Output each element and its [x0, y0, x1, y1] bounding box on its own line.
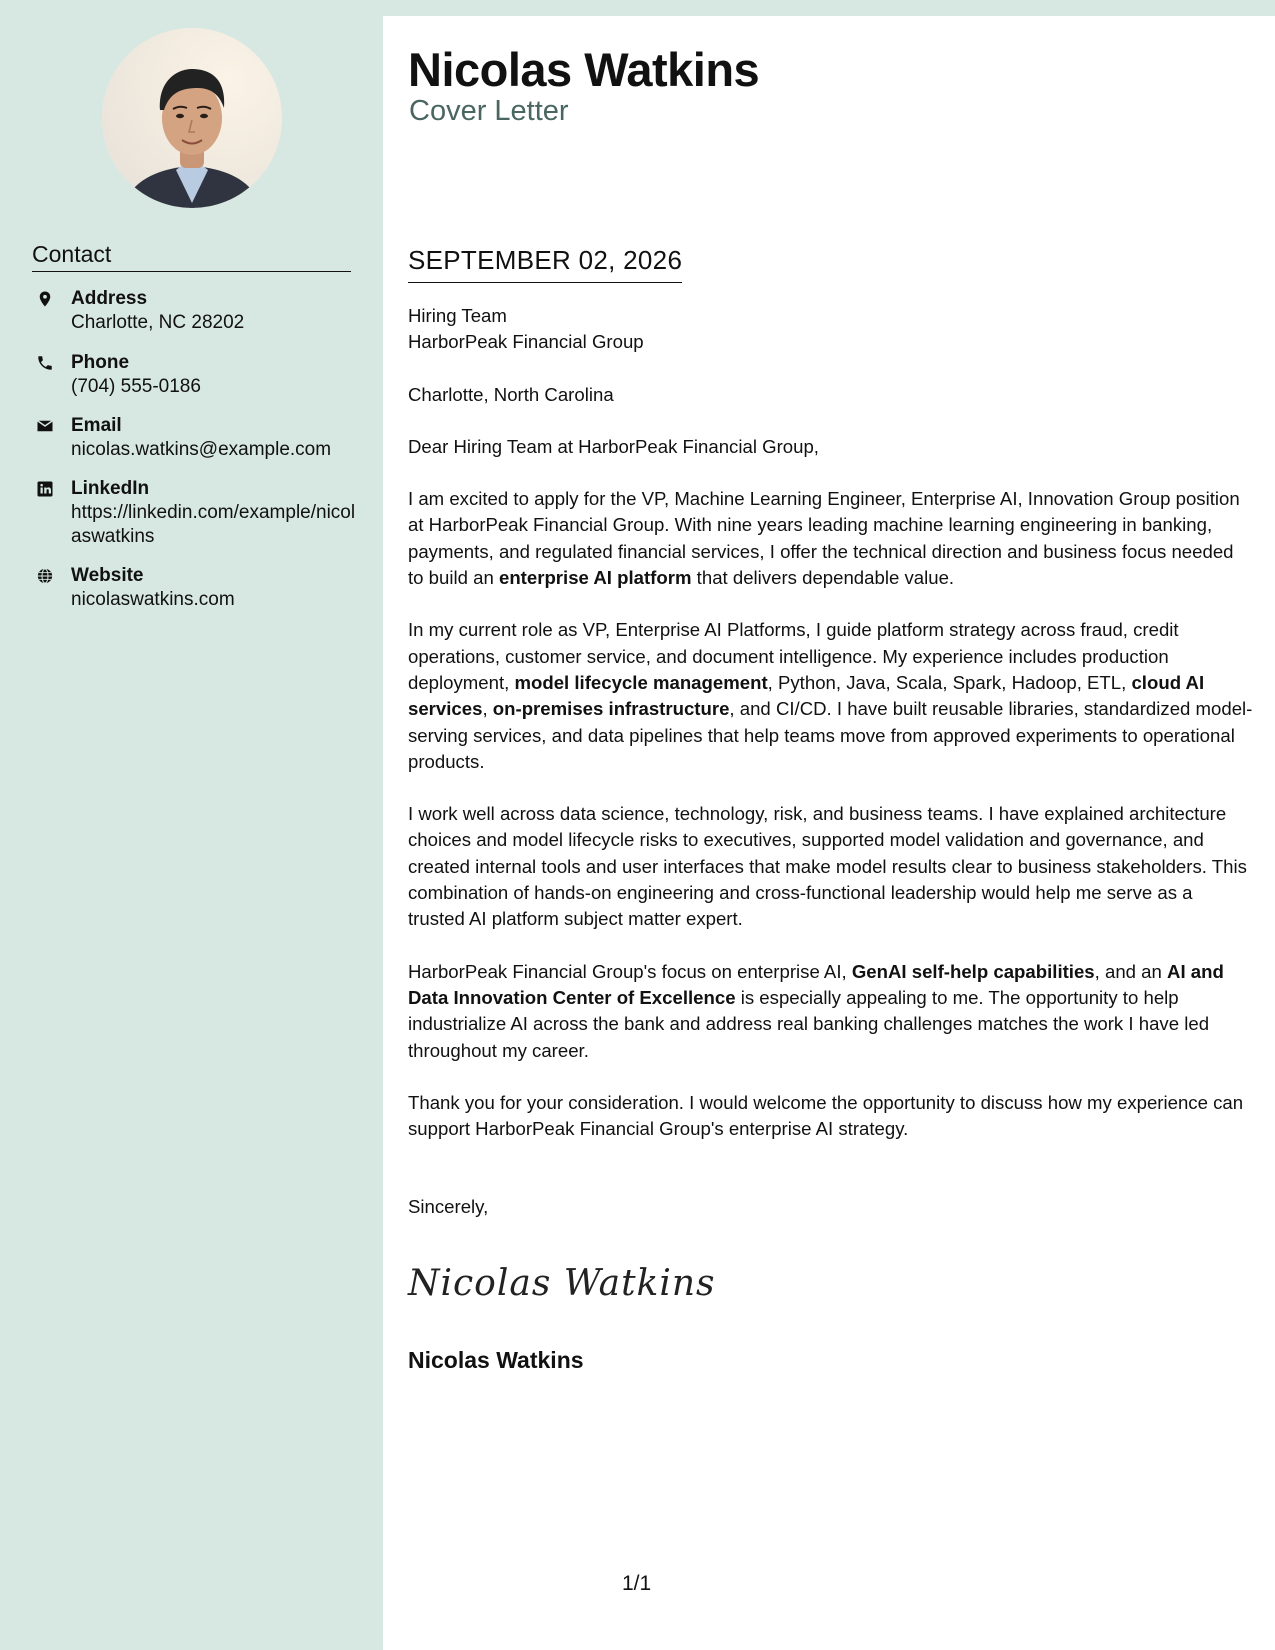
envelope-icon	[36, 417, 54, 435]
recipient-company: HarborPeak Financial Group	[408, 331, 644, 353]
recipient-location: Charlotte, North Carolina	[408, 383, 614, 405]
address-value: Charlotte, NC 28202	[71, 312, 245, 333]
letter-date: SEPTEMBER 02, 2026	[408, 244, 682, 283]
portrait-image	[102, 28, 282, 208]
profile-photo	[102, 28, 282, 208]
linkedin-label: LinkedIn	[71, 478, 150, 499]
page-number: 1/1	[622, 1572, 652, 1595]
signature: Nicolas Watkins	[408, 1263, 716, 1304]
paragraph-2: In my current role as VP, Enterprise AI Platforms, I guide platform strategy across fraud, credit operations, customer service, and document intelligence. My experience includes production deployment, model lifecycle management, Python, Java, Scala, Spark, Hadoop, ETL, cloud AI services, on-premises infrastructure, and CI/CD. I have built reusable libraries, standardized model-serving services, and data pipelines that help teams move from approved experiments to operational products.	[408, 619, 1253, 772]
phone-label: Phone	[71, 352, 130, 373]
address-label: Address	[71, 288, 148, 309]
email-label: Email	[71, 415, 122, 436]
email-value[interactable]: nicolas.watkins@example.com	[71, 439, 332, 460]
contact-heading: Contact	[32, 240, 351, 272]
applicant-name: Nicolas Watkins	[408, 43, 760, 96]
paragraph-1: I am excited to apply for the VP, Machine Learning Engineer, Enterprise AI, Innovation Group position at HarborPeak Financial Group. With nine years leading machine learning engineering in banking, payments, and regulated financial services, I offer the technical direction and business focus needed to build an enterprise AI platform that delivers dependable value.	[408, 488, 1240, 589]
paragraph-5: Thank you for your consideration. I would welcome the opportunity to discuss how my experience can support HarborPeak Financial Group's enterprise AI strategy.	[408, 1091, 1244, 1140]
document-subtitle: Cover Letter	[409, 95, 569, 127]
website-value[interactable]: nicolaswatkins.com	[71, 589, 235, 610]
paragraph-3: I work well across data science, technology, risk, and business teams. I have explained architecture choices and model lifecycle risks to executives, supported model validation and governance, and created internal tools and user interfaces that make model results clear to business stakeholders. This combination of hands-on engineering and cross-functional leadership would help me serve as a trusted AI platform subject matter expert.	[408, 803, 1247, 930]
linkedin-icon	[36, 480, 54, 498]
paragraph-4: HarborPeak Financial Group's focus on enterprise AI, GenAI self-help capabilities, and an AI and Data Innovation Center of Excellence is especially appealing to me. The opportunity to help industrialize AI across the bank and address real banking challenges matches the work I have led throughout my career.	[408, 960, 1224, 1061]
location-pin-icon	[36, 290, 54, 308]
linkedin-value[interactable]: https://linkedin.com/example/nicolaswatkins	[71, 502, 356, 547]
globe-icon	[36, 567, 54, 585]
recipient-line: Hiring Team	[408, 305, 507, 326]
signed-name: Nicolas Watkins	[408, 1347, 584, 1373]
website-label: Website	[71, 565, 144, 586]
letter-body	[408, 303, 1253, 1221]
closing: Sincerely,	[408, 1196, 489, 1218]
phone-value[interactable]: (704) 555-0186	[71, 376, 201, 397]
phone-icon	[36, 354, 54, 372]
salutation: Dear Hiring Team at HarborPeak Financial Group,	[408, 435, 819, 457]
